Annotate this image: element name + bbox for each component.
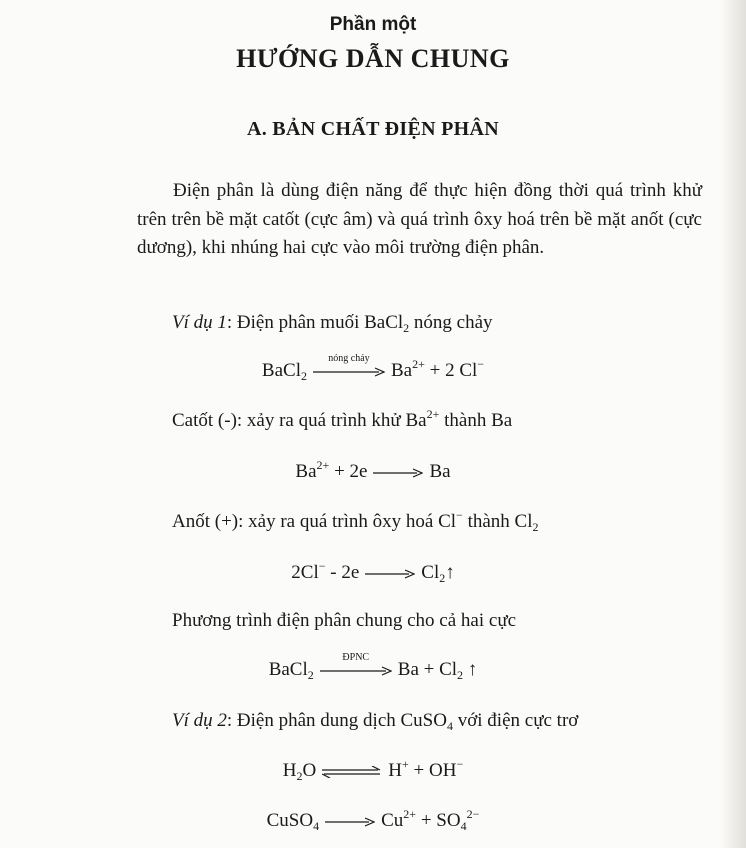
anode-line: Anốt (+): xảy ra quá trình ôxy hoá Cl− thành $Cl_2$ <box>172 508 539 534</box>
gas-arrow-icon: ↑ <box>463 659 478 680</box>
main-title: HƯỚNG DẪN CHUNG <box>236 44 510 73</box>
overall-line: Phương trình điện phân chung cho cả hai cực <box>172 610 517 631</box>
reaction-arrow <box>365 569 415 579</box>
example-2-line: Ví dụ 2: Điện phân dung dịch CuSO$_4$ với điện cực trơ <box>172 710 579 733</box>
equation-water: $H_2O$ H+ + OH− <box>282 757 464 783</box>
equilibrium-arrow <box>322 766 382 778</box>
reaction-arrow <box>373 468 423 478</box>
example-1-label: Ví dụ 1 <box>172 312 227 333</box>
intro-paragraph <box>137 177 702 263</box>
section-title: A. BẢN CHẤT ĐIỆN PHÂN <box>246 118 500 140</box>
example-2-label: Ví dụ 2 <box>172 710 227 731</box>
example-1-line: Ví dụ 1: Điện phân muối BaCl$_2$ nóng chảy <box>172 312 493 335</box>
gas-arrow-icon: ↑ <box>445 562 455 583</box>
equation-overall: BaCl$_2$ ĐPNC $Ba + Cl_2$ ↑ <box>268 651 478 682</box>
reaction-arrow <box>320 651 392 676</box>
equation-bacl2-dissociation: BaCl$_2$ nóng chảy $Ba^{2+} + 2$ Cl− <box>261 352 485 383</box>
equation-cathode: $Ba^{2+} + 2e$ Ba <box>295 458 451 482</box>
intro-text: Điện phân là dùng điện năng để thực hiện đồng thời quá trình khử trên trên bề mặt catốt (cực âm) và quá trình ôxy hoá trên bề mặt anốt (cực dương), khi nhúng hai cực vào môi trường điện phân. <box>137 180 702 258</box>
reaction-arrow <box>325 817 375 827</box>
reaction-condition: ĐPNC <box>342 651 370 663</box>
reaction-arrow <box>313 352 385 377</box>
cathode-line: Catốt (-): xảy ra quá trình khử $Ba^{2+}$ thành Ba <box>172 407 513 431</box>
part-label: Phần một <box>329 14 417 35</box>
reaction-condition: nóng chảy <box>328 352 370 364</box>
equation-cuso4: CuSO$_4$ $Cu^{2+} + SO_4^{2-}$ <box>266 807 480 833</box>
equation-anode: 2Cl− - 2e $Cl_2↑$ <box>291 559 455 585</box>
